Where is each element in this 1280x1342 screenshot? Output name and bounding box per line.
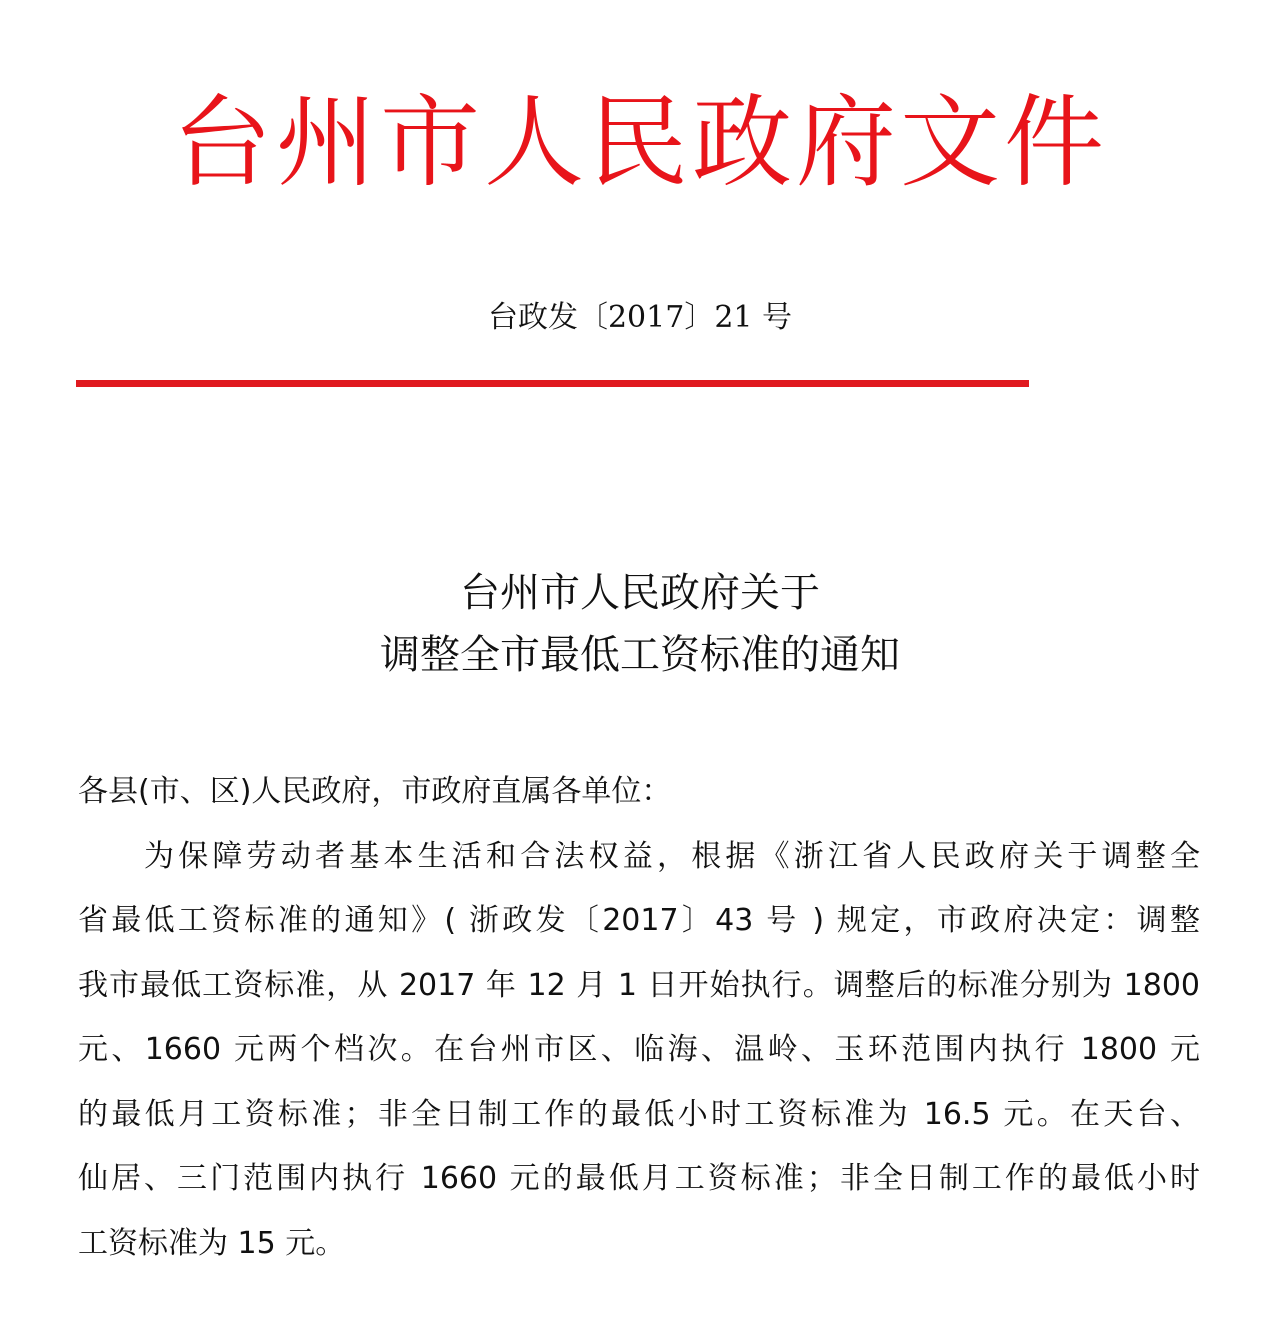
paragraph-line: 元、1660 元两个档次。在台州市区、临海、温岭、玉环范围内执行 1800 元 bbox=[78, 1032, 1200, 1067]
paragraph-line: 我市最低工资标准，从 2017 年 12 月 1 日开始执行。调整后的标准分别为 1800 bbox=[78, 967, 1200, 1003]
paragraph-line: 的最低月工资标准；非全日制工作的最低小时工资标准为 16.5 元。在天台、 bbox=[78, 1096, 1200, 1132]
document-body bbox=[78, 760, 1200, 1276]
paragraph-line: 仙居、三门范围内执行 1660 元的最低月工资标准；非全日制工作的最低小时 bbox=[78, 1161, 1200, 1196]
title-line-2: 调整全市最低工资标准的通知 bbox=[380, 632, 900, 678]
document-title bbox=[0, 562, 1280, 686]
masthead-title: 台州市人民政府文件 bbox=[172, 84, 1108, 201]
salutation: 各县(市、区)人民政府，市政府直属各单位： bbox=[78, 774, 672, 809]
paragraph-line: 为保障劳动者基本生活和合法权益，根据《浙江省人民政府关于调整全 bbox=[144, 838, 1200, 874]
paragraph-line: 省最低工资标准的通知》( 浙政发〔2017〕43 号 ) 规定，市政府决定：调整 bbox=[78, 903, 1200, 938]
title-line-1: 台州市人民政府关于 bbox=[460, 570, 820, 616]
red-divider-line bbox=[76, 380, 1029, 387]
document-number: 台政发〔2017〕21 号 bbox=[487, 300, 793, 335]
body-paragraph bbox=[78, 825, 1200, 1277]
paragraph-line: 工资标准为 15 元。 bbox=[78, 1225, 346, 1261]
